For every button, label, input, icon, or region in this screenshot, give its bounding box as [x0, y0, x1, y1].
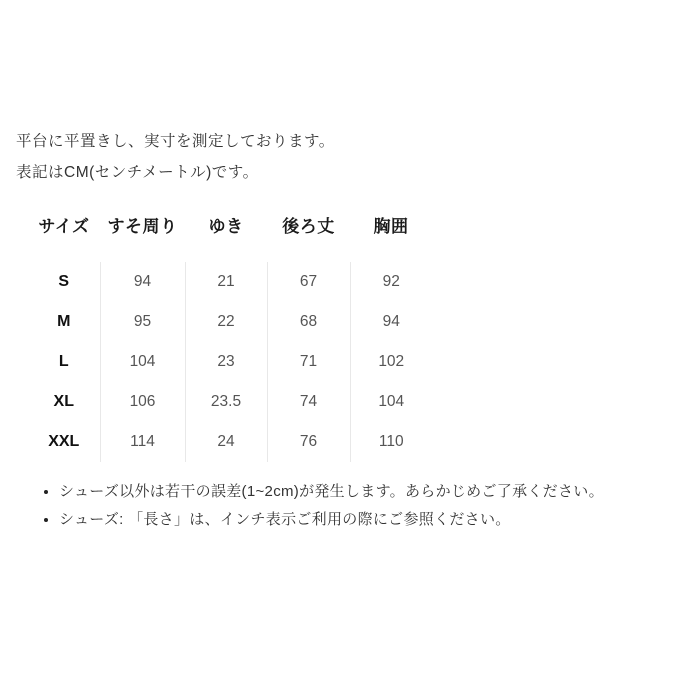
column-header-chest: 胸囲 — [373, 216, 409, 236]
note-item-shoes: • シューズ: 「長さ」は、インチ表示ご利用の際にご参照ください。 — [59, 506, 604, 534]
cell-value: 68 — [267, 302, 350, 342]
cell-value: 76 — [267, 422, 350, 462]
cell-value: 23 — [185, 342, 267, 382]
cell-value: 24 — [185, 422, 267, 462]
cell-value: 23.5 — [185, 382, 267, 422]
measurement-note-line2: 表記はCM(センチメートル)です。 — [16, 164, 259, 181]
cell-value: 92 — [350, 262, 432, 302]
table-row-m — [28, 302, 432, 342]
cell-value: 104 — [100, 342, 185, 382]
cell-value: 106 — [100, 382, 185, 422]
size-table-header-row — [28, 208, 432, 262]
cell-value: 74 — [267, 382, 350, 422]
column-header-hem: すそ周り — [107, 216, 178, 236]
size-label: XL — [53, 393, 74, 410]
cell-value: 95 — [100, 302, 185, 342]
cell-value: 104 — [350, 382, 432, 422]
table-row-xl — [28, 382, 432, 422]
cell-value: 94 — [100, 262, 185, 302]
column-header-size: サイズ — [38, 216, 90, 236]
column-header-yuki: ゆき — [208, 216, 244, 236]
cell-value: 102 — [350, 342, 432, 382]
cell-value: 114 — [100, 422, 185, 462]
measurement-note-line1: 平台に平置きし、実寸を測定しております。 — [16, 133, 335, 150]
cell-value: 67 — [267, 262, 350, 302]
size-label: XXL — [48, 433, 80, 450]
table-row-l — [28, 342, 432, 382]
size-label: L — [58, 353, 69, 370]
cell-value: 110 — [350, 422, 432, 462]
column-header-back-length: 後ろ丈 — [282, 216, 335, 236]
measurement-note — [16, 126, 335, 188]
cell-value: 71 — [267, 342, 350, 382]
cell-value: 21 — [185, 262, 267, 302]
table-row-s — [28, 262, 432, 302]
notes-list — [38, 478, 604, 533]
table-row-xxl — [28, 422, 432, 462]
note-item-tolerance: • シューズ以外は若干の誤差(1~2cm)が発生します。あらかじめご了承ください。 — [59, 478, 604, 506]
size-label: S — [58, 273, 70, 290]
cell-value: 94 — [350, 302, 432, 342]
size-table — [28, 208, 432, 462]
size-label: M — [57, 313, 71, 330]
cell-value: 22 — [185, 302, 267, 342]
